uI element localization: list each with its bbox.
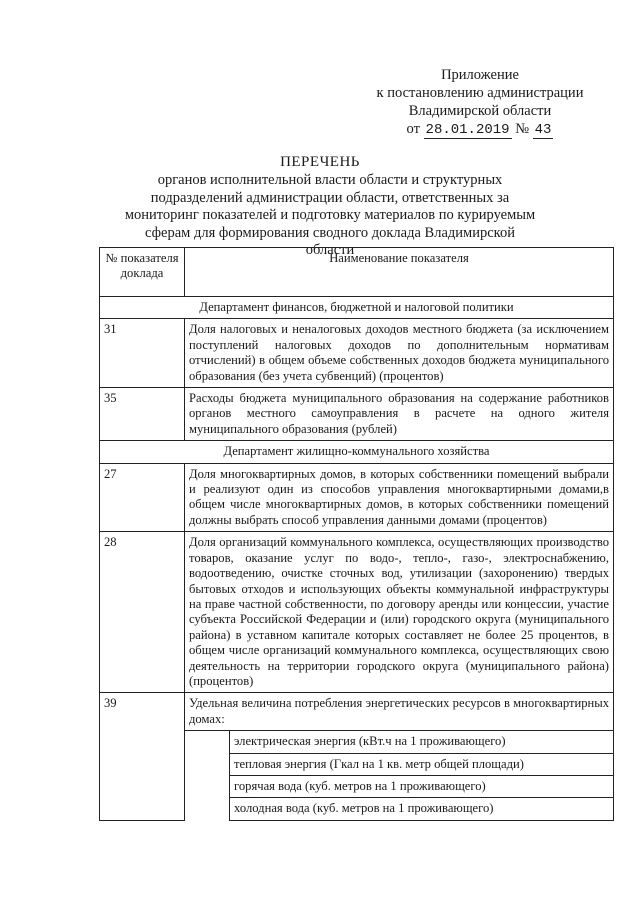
number-prefix: № (515, 121, 530, 137)
table-row (100, 388, 614, 441)
indicators-table (99, 247, 614, 821)
row-number: 31 (100, 319, 185, 388)
header-number: № показателя доклада (100, 248, 185, 297)
table-row (100, 463, 614, 532)
approval-number: 43 (534, 122, 552, 138)
section-row (100, 297, 614, 319)
date-prefix: от (406, 121, 420, 137)
row-number: 27 (100, 463, 185, 532)
sub-item-heat: тепловая энергия (Гкал на 1 кв. метр общей площади) (230, 753, 614, 775)
row-name: Удельная величина потребления энергетических ресурсов в многоквартирных домах: (185, 693, 614, 731)
sub-item-electricity: электрическая энергия (кВт.ч на 1 проживающего) (230, 731, 614, 753)
row-name: Доля многоквартирных домов, в которых собственники помещений выбрали и реализуют один из способов управления многоквартирными домами,в общем числе многоквартирных домов, в которых собственники помещений должны выбрать способ управления данными домами (процентов) (185, 463, 614, 532)
approval-line-1: Приложение (441, 67, 519, 83)
section-row (100, 441, 614, 463)
sub-item-hot-water: горячая вода (куб. метров на 1 проживающего) (230, 775, 614, 797)
section-title-finance: Департамент финансов, бюджетной и налоговой политики (100, 297, 614, 319)
document-title: ПЕРЕЧЕНЬ (280, 154, 360, 170)
row-name: Доля налоговых и неналоговых доходов местного бюджета (за исключением поступлений налоговых доходов по дополнительным нормативам отчислений) в общем объеме собственных доходов бюджета муниципального образования (без учета субвенций) (процентов) (185, 319, 614, 388)
approval-line-3: Владимирской области (408, 103, 552, 119)
table-row (100, 532, 614, 693)
approval-block (360, 66, 600, 139)
header-name: Наименование показателя (185, 248, 614, 297)
row-name: Расходы бюджета муниципального образования на содержание работников органов местного самоуправления в расчете на одного жителя муниципального образования (рублей) (185, 388, 614, 441)
approval-date-line (360, 120, 600, 139)
row-number: 28 (100, 532, 185, 693)
table-header-row (100, 248, 614, 297)
sub-indent-cell (185, 731, 230, 821)
table-row (100, 319, 614, 388)
approval-line-2: к постановлению администрации (376, 85, 584, 101)
sub-item-cold-water: холодная вода (куб. метров на 1 проживающего) (230, 798, 614, 820)
table-row (100, 693, 614, 731)
section-title-housing: Департамент жилищно-коммунального хозяйства (100, 441, 614, 463)
row-number: 39 (100, 693, 185, 820)
row-name: Доля организаций коммунального комплекса, осуществляющих производство товаров, оказание услуг по водо-, тепло-, газо-, электроснабжению, водоотведению, очистке сточных вод, утилизации (захоронению) твердых бытовых отходов и использующих объекты коммунальной инфраструктуры на праве частной собственности, по договору аренды или концессии, участие субъекта Российской Федерации и (или) городского округа (муниципального района) в уставном капитале которых составляет не более 25 процентов, в общем числе организаций коммунального комплекса, осуществляющих свою деятельность на территории городского округа (муниципального района) (процентов) (185, 532, 614, 693)
row-number: 35 (100, 388, 185, 441)
approval-date: 28.01.2019 (425, 122, 510, 138)
document-subtitle: органов исполнительной власти области и структурных подразделений администрации области, ответственных за мониторинг показателей и подготовку материалов по курируемым сферам для формирования сводного доклада Владимирской области (124, 172, 536, 258)
